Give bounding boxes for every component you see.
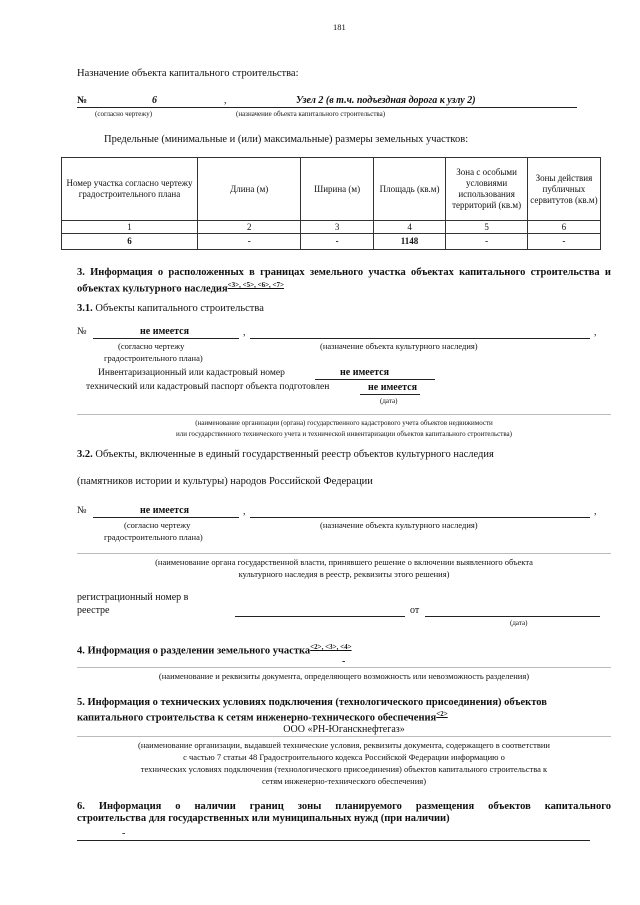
sizes-heading: Предельные (минимальные и (или) максимальные) размеры земельных участков: [104, 134, 469, 145]
table-cell: - [527, 234, 600, 250]
table-header-cell: Зоны действия публичных сервитутов (кв.м) [527, 158, 600, 221]
s31-caption-drawing-2: градостроительного плана) [104, 353, 203, 363]
passport-label: технический или кадастровый паспорт объекта подготовлен [86, 382, 330, 392]
section-3-1-title-text: Объекты капитального строительства [95, 303, 264, 314]
purpose-heading: Назначение объекта капитального строительства: [77, 68, 299, 79]
s31-comma: , [243, 327, 246, 338]
table-cell: - [197, 234, 300, 250]
s31-comma-end: , [594, 327, 597, 338]
table-cell: 4 [373, 221, 446, 234]
section-5-caption-1: (наименование организации, выдавшей технические условия, реквизиты документа, содержащего в соответствии [138, 740, 550, 750]
s31-no-sign: № [77, 326, 87, 337]
reg-date-caption: (дата) [510, 619, 528, 627]
s31-org-caption-1: (наименование организации (органа) государственного кадастрового учета объектов недвижимости [195, 419, 493, 427]
section-5-title-2 [77, 710, 448, 724]
table-header-cell: Ширина (м) [301, 158, 373, 221]
table-header-cell: Зона с особыми условиями использования территорий (кв.м) [446, 158, 528, 221]
section-3-1-title [77, 303, 264, 314]
inventory-label: Инвентаризационный или кадастровый номер [98, 368, 285, 378]
s31-caption-heritage: (назначение объекта культурного наследия) [320, 341, 478, 351]
s32-comma: , [243, 506, 246, 517]
table-cell: - [301, 234, 373, 250]
section-4-title [77, 643, 352, 657]
table-row [62, 221, 601, 234]
s31-name-underline [250, 338, 590, 339]
table-header-cell: Длина (м) [197, 158, 300, 221]
purpose-number: 6 [152, 95, 157, 106]
section-6-underline [77, 840, 590, 841]
inventory-value: не имеется [340, 367, 390, 378]
s32-number-underline [93, 517, 239, 518]
section-5-caption-3: технических условиях подключения (технологического присоединения) объектов капитального строительства к [140, 764, 548, 774]
s31-caption-drawing-1: (согласно чертежу [118, 341, 185, 351]
table-cell: 5 [446, 221, 528, 234]
section-5-title-1: 5. Информация о технических условиях подключения (технологического присоединения) объектов [77, 697, 547, 708]
section-3-refs: <3>, <5>, <6>, <7> [227, 281, 285, 289]
table-cell: 1148 [373, 234, 446, 250]
section-6-title-1: 6. Информация о наличии границ зоны планируемого размещения объектов капитального [77, 801, 611, 812]
table-cell: 1 [62, 221, 198, 234]
s31-number-value: не имеется [140, 326, 190, 337]
reg-number-underline [235, 616, 405, 617]
section-4-title-text: 4. Информация о разделении земельного участка [77, 645, 311, 657]
sizes-table [61, 157, 601, 250]
s32-no-sign: № [77, 505, 87, 516]
section-3-title-text: 3. Информация о расположенных в границах земельного участка объектах капитального строительства и объектах культурного наследия [77, 267, 611, 295]
purpose-comma: , [224, 95, 227, 106]
s32-caption-drawing-2: градостроительного плана) [104, 532, 203, 542]
table-cell: - [446, 234, 528, 250]
section-3-2-title-2: (памятников истории и культуры) народов Российской Федерации [77, 476, 373, 487]
s32-name-underline [250, 517, 590, 518]
purpose-caption-name: (назначение объекта капитального строительства) [236, 110, 386, 118]
section-3-2-title [77, 449, 494, 460]
table-cell: 2 [197, 221, 300, 234]
passport-date-caption: (дата) [380, 397, 398, 405]
section-4-caption: (наименование и реквизиты документа, определяющего возможность или невозможность разделения) [158, 671, 530, 681]
s32-comma-end: , [594, 506, 597, 517]
section-6-value: - [122, 828, 126, 839]
s31-org-caption-2: или государственного технического учета и технической инвентаризации объектов капитального строительства) [175, 430, 512, 438]
table-row [62, 234, 601, 250]
table-header-row [62, 158, 601, 221]
s32-caption-drawing-1: (согласно чертежу [124, 520, 191, 530]
purpose-caption-drawing: (согласно чертежу) [95, 110, 153, 118]
reg-date-underline [425, 616, 600, 617]
s32-org-caption-1: (наименование органа государственной власти, принявшего решение о включении выявленного объекта [155, 557, 533, 567]
table-cell: 6 [527, 221, 600, 234]
section-4-underline [77, 667, 611, 668]
purpose-name: Узел 2 (в т.ч. подъездная дорога к узлу 2) [296, 95, 476, 106]
table-cell: 6 [62, 234, 198, 250]
table-header-cell: Площадь (кв.м) [373, 158, 446, 221]
reg-from-label: от [410, 605, 420, 616]
section-5-caption-2: с частью 7 статьи 48 Градостроительного кодекса Российской Федерации информацию о [183, 752, 505, 762]
table-header-cell: Номер участка согласно чертежу градостроительного плана [62, 158, 198, 221]
section-4-refs: <2>, <3>, <4> [310, 643, 352, 651]
section-5-caption-4: сетям инженерно-технического обеспечения) [261, 776, 427, 786]
section-5-refs: <2> [436, 710, 448, 718]
inventory-underline [315, 379, 435, 380]
purpose-no-sign: № [77, 95, 88, 106]
section-5-title-text: капитального строительства к сетям инженерно-технического обеспечения [77, 712, 437, 724]
section-4-value: - [342, 656, 346, 667]
section-3-2-number: 3.2. [77, 449, 93, 460]
section-3-1-number: 3.1. [77, 303, 93, 314]
s32-number-value: не имеется [140, 505, 190, 516]
reg-label-1: регистрационный номер в [77, 592, 189, 603]
s32-org-underline [77, 553, 611, 554]
passport-value: не имеется [368, 382, 418, 393]
passport-underline [360, 394, 420, 395]
purpose-underline [77, 107, 577, 108]
s32-org-caption-2: культурного наследия в реестр, реквизиты этого решения) [238, 569, 450, 579]
s31-number-underline [93, 338, 239, 339]
s31-org-underline [77, 414, 611, 415]
section-5-value: ООО «РН-Юганскнефтегаз» [283, 724, 405, 735]
section-6-title-2: строительства для государственных или муниципальных нужд (при наличии) [77, 813, 450, 824]
table-cell: 3 [301, 221, 373, 234]
section-3-2-title-text: Объекты, включенные в единый государственный реестр объектов культурного наследия [95, 449, 494, 460]
page-number: 181 [333, 22, 346, 32]
section-5-underline [77, 736, 611, 737]
s32-caption-heritage: (назначение объекта культурного наследия) [320, 520, 478, 530]
section-3-title [77, 266, 611, 296]
reg-label-2: реестре [77, 605, 110, 616]
